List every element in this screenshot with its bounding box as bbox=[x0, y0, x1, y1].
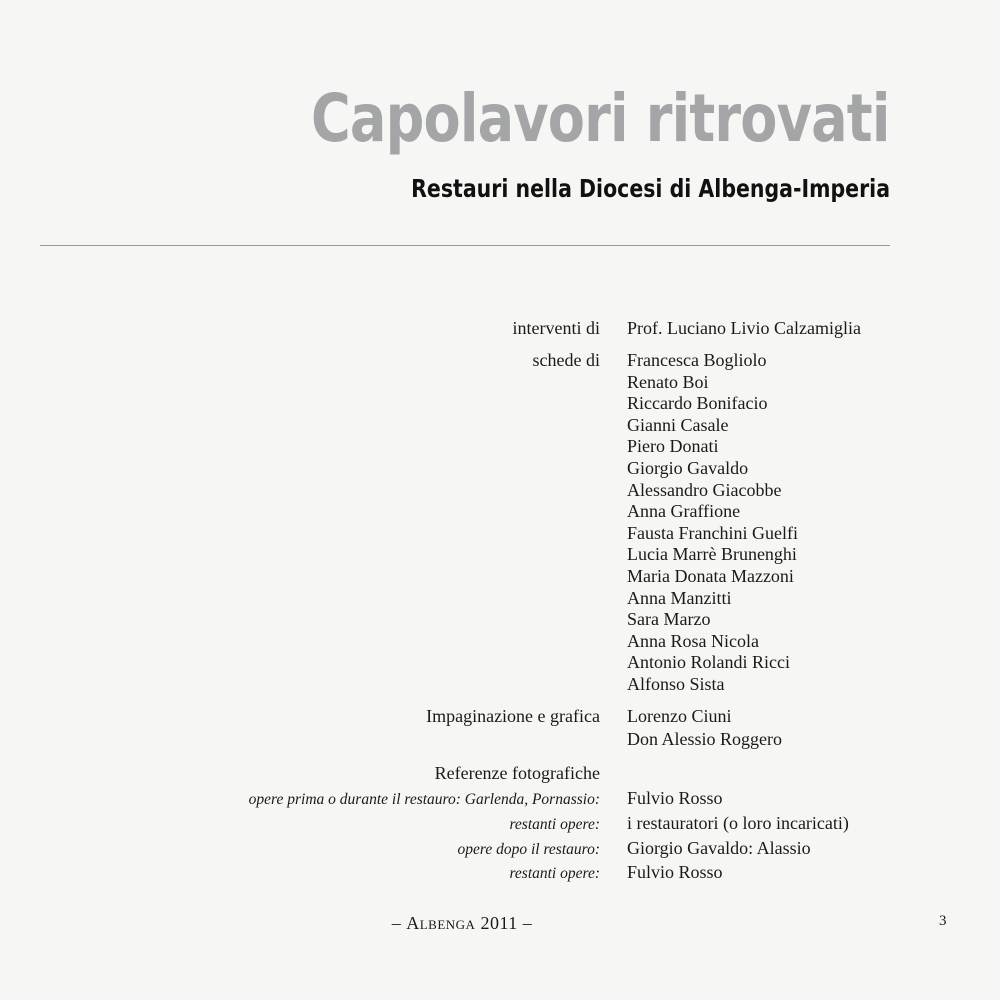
list-item: Anna Rosa Nicola bbox=[627, 630, 759, 651]
page-number: 3 bbox=[939, 913, 947, 929]
foto-row-value: Fulvio Rosso bbox=[627, 788, 723, 808]
list-item: Lucia Marrè Brunenghi bbox=[627, 544, 797, 565]
book-subtitle: Restauri nella Diocesi di Albenga-Imperia bbox=[411, 174, 890, 203]
footer-dash-left: – bbox=[391, 913, 402, 933]
list-item: Anna Graffione bbox=[627, 501, 741, 522]
foto-row-label: opere prima o durante il restauro: Garlenda, Pornassio: bbox=[248, 791, 600, 808]
list-item: Anna Manzitti bbox=[627, 587, 732, 608]
foto-row-value: Fulvio Rosso bbox=[627, 862, 723, 882]
list-item: Francesca Bogliolo bbox=[627, 350, 767, 370]
list-item: Alessandro Giacobbe bbox=[627, 479, 782, 500]
list-item: Piero Donati bbox=[627, 436, 719, 457]
list-item: Giorgio Gavaldo bbox=[627, 457, 749, 478]
footer-year: 2011 bbox=[480, 913, 518, 933]
foto-row-label: opere dopo il restauro: bbox=[457, 841, 600, 858]
page-footer bbox=[0, 913, 924, 934]
list-item: Gianni Casale bbox=[627, 414, 729, 435]
grafica-value-1: Lorenzo Ciuni bbox=[627, 706, 732, 726]
footer-dash-right: – bbox=[522, 913, 533, 933]
schede-label: schede di bbox=[532, 350, 600, 370]
footer-place: Albenga bbox=[406, 913, 476, 933]
interventi-label: interventi di bbox=[512, 318, 600, 338]
foto-row-value: i restauratori (o loro incaricati) bbox=[627, 813, 849, 833]
grafica-value-2: Don Alessio Roggero bbox=[627, 729, 782, 749]
list-item: Fausta Franchini Guelfi bbox=[627, 522, 798, 543]
foto-row-value: Giorgio Gavaldo: Alassio bbox=[627, 838, 811, 858]
foto-row-label: restanti opere: bbox=[509, 816, 600, 833]
grafica-label: Impaginazione e grafica bbox=[426, 706, 600, 726]
list-item: Renato Boi bbox=[627, 371, 709, 392]
horizontal-divider bbox=[40, 245, 890, 246]
interventi-value: Prof. Luciano Livio Calzamiglia bbox=[627, 318, 861, 338]
foto-label: Referenze fotografiche bbox=[434, 763, 600, 783]
foto-row-label: restanti opere: bbox=[509, 865, 600, 882]
list-item: Sara Marzo bbox=[627, 609, 711, 630]
schede-names-list bbox=[627, 350, 798, 696]
book-title: Capolavori ritrovati bbox=[311, 80, 890, 157]
list-item: Riccardo Bonifacio bbox=[627, 393, 768, 414]
list-item: Maria Donata Mazzoni bbox=[627, 565, 794, 586]
list-item: Alfonso Sista bbox=[627, 673, 725, 694]
list-item: Antonio Rolandi Ricci bbox=[627, 652, 790, 673]
